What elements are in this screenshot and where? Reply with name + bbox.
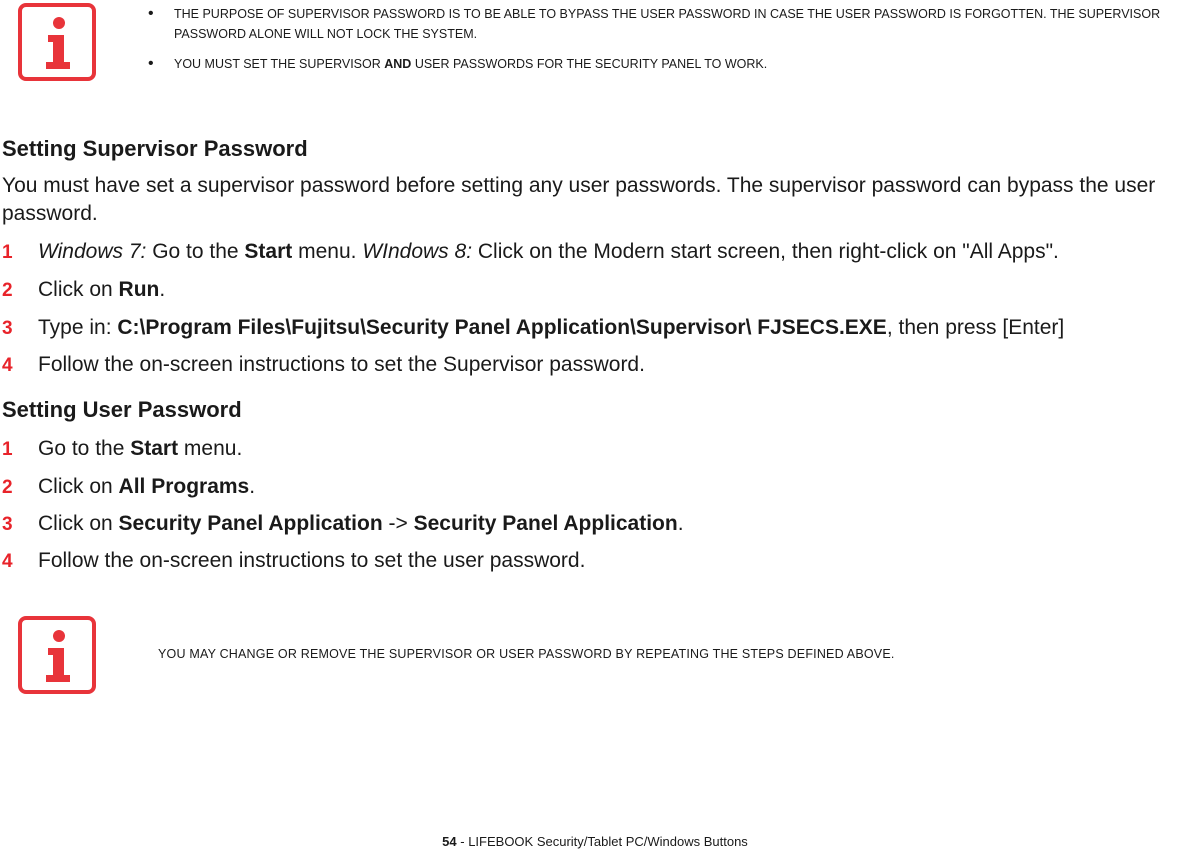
footer-text: - LIFEBOOK Security/Tablet PC/Windows Buttons <box>456 834 748 849</box>
step-item: 4 Follow the on-screen instructions to set the user password. <box>2 547 1190 576</box>
step-number: 2 <box>2 280 13 301</box>
info-icon <box>18 3 96 81</box>
step-number: 1 <box>2 242 13 263</box>
step-item: 3 Type in: C:\Program Files\Fujitsu\Security Panel Application\Supervisor\ FJSECS.EXE, then press [Enter] <box>2 314 1190 343</box>
step-item: 1 Windows 7: Go to the Start menu. WIndows 8: Click on the Modern start screen, then right-click on "All Apps". <box>2 238 1190 267</box>
bottom-note-text: YOU MAY CHANGE OR REMOVE THE SUPERVISOR OR USER PASSWORD BY REPEATING THE STEPS DEFINED ABOVE. <box>158 647 895 661</box>
step-item: 2 Click on Run. <box>2 276 1190 305</box>
step-number: 3 <box>2 514 13 535</box>
step-item: 1 Go to the Start menu. <box>2 435 1190 464</box>
step-item: 4 Follow the on-screen instructions to set the Supervisor password. <box>2 351 1190 380</box>
step-item: 3 Click on Security Panel Application -> Security Panel Application. <box>2 510 1190 539</box>
supervisor-intro: You must have set a supervisor password before setting any user passwords. The supervisor password can bypass the user password. <box>2 174 1156 225</box>
note-bullet <box>148 4 1178 44</box>
note-bullet <box>148 54 1178 74</box>
page-number: 54 <box>442 834 457 849</box>
bullet-icon: • <box>148 5 154 22</box>
step-number: 2 <box>2 477 13 498</box>
step-number: 3 <box>2 318 13 339</box>
step-number: 1 <box>2 439 13 460</box>
note-text: THE PURPOSE OF SUPERVISOR PASSWORD IS TO BE ABLE TO BYPASS THE USER PASSWORD IN CASE THE USER PASSWORD IS FORGOTTEN. THE SUPERVISOR PASSWORD ALONE WILL NOT LOCK THE SYSTEM. <box>174 7 1161 41</box>
step-number: 4 <box>2 551 13 572</box>
info-icon <box>18 616 96 694</box>
note-text: YOU MUST SET THE SUPERVISOR AND USER PASSWORDS FOR THE SECURITY PANEL TO WORK. <box>174 57 768 71</box>
section-heading-user: Setting User Password <box>2 397 242 422</box>
section-heading-supervisor: Setting Supervisor Password <box>2 136 308 161</box>
bullet-icon: • <box>148 55 154 72</box>
page-footer <box>0 834 1190 849</box>
top-note-list <box>148 4 1178 84</box>
step-number: 4 <box>2 355 13 376</box>
step-item: 2 Click on All Programs. <box>2 473 1190 502</box>
